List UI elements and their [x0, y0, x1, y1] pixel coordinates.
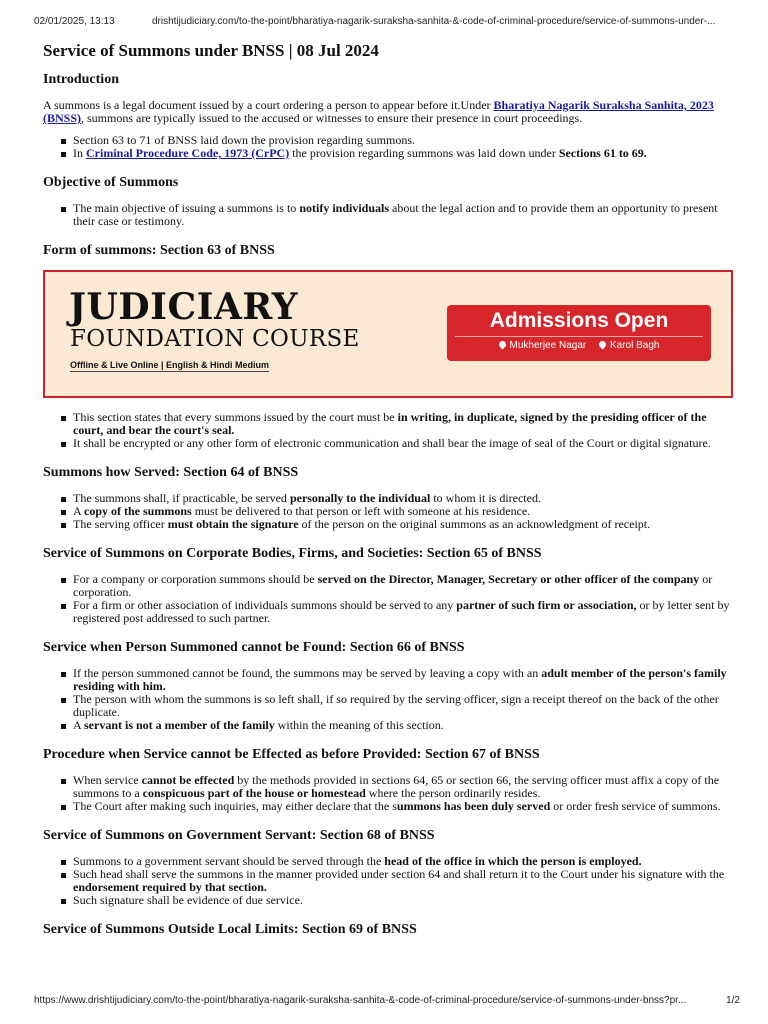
location-pin-icon	[598, 340, 608, 350]
print-timestamp: 02/01/2025, 13:13	[34, 16, 115, 27]
admissions-open-button[interactable]	[447, 305, 711, 361]
banner-title: JUDICIARY	[69, 286, 298, 328]
print-footer-url: https://www.drishtijudiciary.com/to-the-point/bharatiya-nagarik-suraksha-sanhita-&-code-of-criminal-procedure/service-of-summons-under-bnss?pr...	[34, 995, 687, 1006]
list-item-text: by the methods provided in sections 64, 65 or section 66, the serving officer must affix a copy of the summons to a	[73, 773, 720, 800]
list-item	[43, 599, 733, 625]
list-item-text: the provision regarding summons was laid down under	[289, 146, 559, 160]
s65-list	[43, 573, 733, 625]
list-item-bold: in writing, in duplicate, signed by the presiding officer of the court, and bear the court's seal.	[73, 410, 707, 437]
list-item	[43, 894, 733, 907]
list-item-text: The person with whom the summons is so left shall, if so required by the serving officer, sign a receipt thereof on the back of the other duplicate.	[73, 692, 719, 719]
list-item-text: This section states that every summons issued by the court must be	[73, 410, 398, 424]
section-heading-69: Service of Summons Outside Local Limits: Section 69 of BNSS	[43, 922, 417, 937]
banner-subtitle: FOUNDATION COURSE	[70, 326, 360, 352]
list-item-text: Such head shall serve the summons in the manner provided under section 64 and shall return it to the Court under his signature with the	[73, 867, 725, 881]
section-69	[43, 921, 733, 939]
list-item-text: It shall be encrypted or any other form of electronic communication and shall bear the image of seal of the Court or digital signature.	[73, 436, 711, 450]
list-item-text: within the meaning of this section.	[274, 718, 444, 732]
list-item-text: The Court after making such inquiries, may either declare that the s	[73, 799, 397, 813]
list-item-text: to whom it is directed.	[430, 491, 541, 505]
list-item	[43, 800, 733, 813]
bnss-link[interactable]: Bharatiya Nagarik Suraksha Sanhita, 2023 (BNSS)	[43, 98, 714, 125]
list-item-bold: ummons has been duly served	[396, 799, 551, 813]
list-item-bold: served on the Director, Manager, Secretary or other officer of the company	[317, 572, 700, 586]
intro-paragraph	[43, 99, 733, 125]
list-item-text: The serving officer	[73, 517, 168, 531]
section-heading-introduction: Introduction	[43, 72, 119, 87]
intro-text: , summons are typically issued to the accused or witnesses to ensure their presence in court proceedings.	[81, 111, 583, 125]
article	[43, 40, 733, 949]
page-title: Service of Summons under BNSS | 08 Jul 2024	[43, 41, 379, 60]
list-item-bold: conspicuous part of the house or homestead	[142, 786, 366, 800]
list-item-bold: Sections 61 to 69.	[558, 146, 647, 160]
list-item-bold: cannot be effected	[141, 773, 235, 787]
section-heading-68: Service of Summons on Government Servant: Section 68 of BNSS	[43, 828, 435, 843]
list-item-text: The summons shall, if practicable, be served	[73, 491, 290, 505]
intro-list	[43, 134, 733, 160]
section-heading-66: Service when Person Summoned cannot be Found: Section 66 of BNSS	[43, 640, 465, 655]
list-item	[43, 573, 733, 599]
list-item-text: When service	[73, 773, 142, 787]
list-item-bold: head of the office in which the person is employed.	[384, 854, 642, 868]
list-item-bold: servant is not a member of the family	[84, 718, 275, 732]
list-item-bold: notify individuals	[299, 201, 390, 215]
section-66	[43, 639, 733, 732]
ad-banner[interactable]	[43, 270, 733, 398]
section-objective	[43, 174, 733, 228]
list-item-text: or order fresh service of summons.	[550, 799, 721, 813]
list-item-text: A	[73, 504, 85, 518]
list-item-bold: endorsement required by that section.	[73, 880, 267, 894]
section-heading-65: Service of Summons on Corporate Bodies, Firms, and Societies: Section 65 of BNSS	[43, 546, 542, 561]
section-heading-67: Procedure when Service cannot be Effected as before Provided: Section 67 of BNSS	[43, 747, 540, 762]
section-68	[43, 827, 733, 907]
list-item-text: of the person on the original summons as an acknowledgment of receipt.	[298, 517, 651, 531]
section-67	[43, 746, 733, 813]
list-item-text: or corporation.	[73, 572, 713, 599]
crpc-link[interactable]: Criminal Procedure Code, 1973 (CrPC)	[86, 146, 290, 160]
section-form	[43, 242, 733, 450]
list-item-bold: copy of the summons	[84, 504, 192, 518]
list-item-text: A	[73, 718, 85, 732]
list-item-bold: adult member of the person's family residing with him.	[73, 666, 727, 693]
list-item-bold: must obtain the signature	[167, 517, 299, 531]
section-heading-64: Summons how Served: Section 64 of BNSS	[43, 465, 299, 480]
location-mukherjee-nagar	[499, 340, 587, 351]
location-pin-icon	[497, 340, 507, 350]
list-item	[43, 868, 733, 894]
banner-tagline: Offline & Live Online | English & Hindi Medium	[70, 360, 270, 370]
location-label: Karol Bagh	[610, 340, 660, 351]
list-item-text: must be delivered to that person or left with someone at his residence.	[191, 504, 531, 518]
list-item	[43, 147, 733, 160]
list-item	[43, 202, 733, 228]
cta-label: Admissions Open	[489, 309, 669, 332]
s66-list	[43, 667, 733, 732]
list-item	[43, 693, 733, 719]
list-item-bold: personally to the individual	[289, 491, 431, 505]
location-label: Mukherjee Nagar	[509, 340, 587, 351]
list-item-text: If the person summoned cannot be found, the summons may be served by leaving a copy with an	[73, 666, 542, 680]
section-heading-objective: Objective of Summons	[43, 175, 179, 190]
list-item	[43, 774, 733, 800]
print-header	[34, 16, 740, 27]
intro-text: A summons is a legal document issued by a court ordering a person to appear before it.Under	[43, 98, 494, 112]
s67-list	[43, 774, 733, 813]
print-footer	[34, 995, 740, 1006]
objective-list	[43, 202, 733, 228]
list-item-text: The main objective of issuing a summons is to	[73, 201, 300, 215]
form-list	[43, 411, 733, 450]
s64-list	[43, 492, 733, 531]
cta-locations	[455, 336, 703, 351]
section-64	[43, 464, 733, 531]
list-item	[43, 437, 733, 450]
section-65	[43, 545, 733, 625]
list-item	[43, 719, 733, 732]
list-item-text: Such signature shall be evidence of due service.	[73, 893, 303, 907]
location-karol-bagh	[599, 340, 659, 351]
list-item	[43, 411, 733, 437]
list-item-text: In	[73, 146, 86, 160]
section-heading-form: Form of summons: Section 63 of BNSS	[43, 243, 275, 258]
list-item-text: or by letter sent by registered post addressed to such partner.	[73, 598, 730, 625]
print-header-url: drishtijudiciary.com/to-the-point/bharatiya-nagarik-suraksha-sanhita-&-code-of-criminal-procedure/service-of-summons-under-...	[152, 16, 716, 27]
list-item-text: where the person ordinarily resides.	[365, 786, 541, 800]
page-number: 1/2	[726, 995, 740, 1006]
list-item-text: Section 63 to 71 of BNSS laid down the provision regarding summons.	[73, 133, 415, 147]
s68-list	[43, 855, 733, 907]
list-item-text: For a firm or other association of individuals summons should be served to any	[73, 598, 457, 612]
list-item	[43, 518, 733, 531]
list-item-text: about the legal action and to provide them an opportunity to present their case or testimony.	[73, 201, 718, 228]
list-item	[43, 667, 733, 693]
list-item-text: For a company or corporation summons should be	[73, 572, 318, 586]
list-item-bold: partner of such firm or association,	[456, 598, 637, 612]
list-item-text: Summons to a government servant should be served through the	[73, 854, 385, 868]
